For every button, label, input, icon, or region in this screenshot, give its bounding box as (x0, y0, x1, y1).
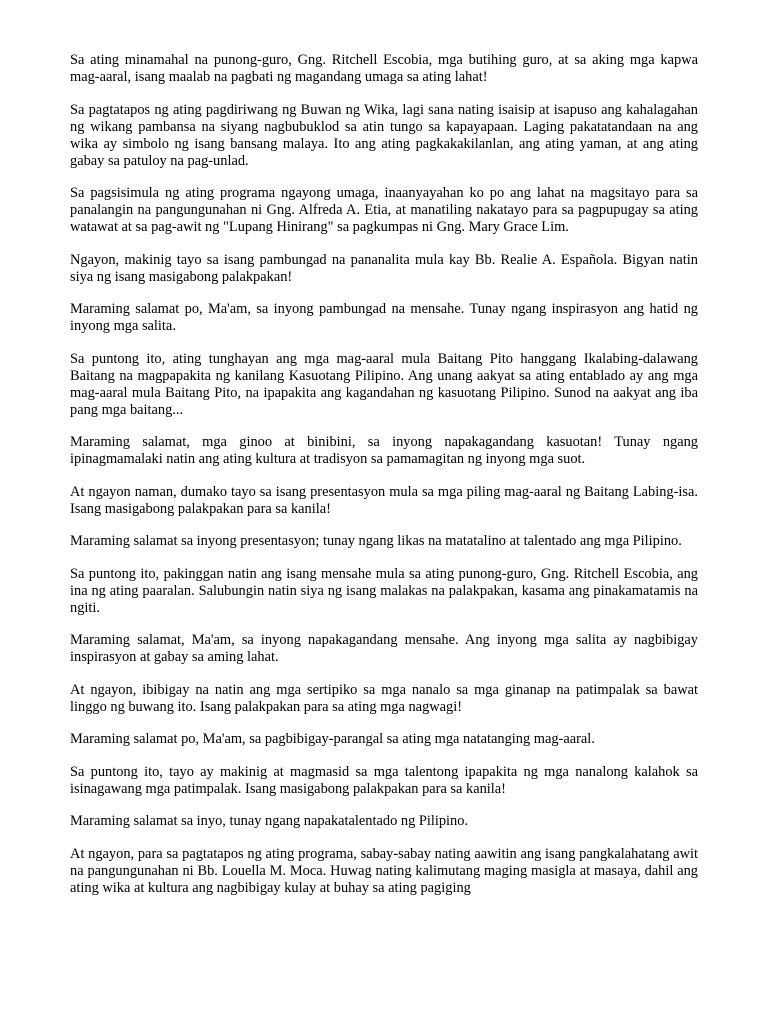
paragraph-presentation-intro: At ngayon naman, dumako tayo sa isang presentasyon mula sa mga piling mag-aaral ng Baitang Labing-isa. Isang masigabong palakpakan para sa kanila! (70, 483, 698, 517)
paragraph-thanks-kasuotan: Maraming salamat, mga ginoo at binibini, sa inyong napakagandang kasuotan! Tunay ngang ipinagmamalaki natin ang ating kultura at tradisyon sa pamamagitan ng inyong mga suot. (70, 434, 698, 467)
paragraph-thanks-talent: Maraming salamat sa inyo, tunay ngang napakatalentado ng Pilipino. (70, 813, 469, 829)
paragraph-opening-prayer: Sa pagsisimula ng ating programa ngayong umaga, inaanyayahan ko po ang lahat na magsitayo para sa panalangin na pangungunahan ni Gng. Alfreda A. Etia, at manatiling nakatayo para sa pagpupugay sa ating watawat at sa pag-awit ng "Lupang Hinirang" sa pagkumpas ni Gng. Mary Grace Lim. (70, 185, 698, 235)
paragraph-greeting: Sa ating minamahal na punong-guro, Gng. Ritchell Escobia, mga butihing guro, at sa aking mga kapwa mag-aaral, isang maalab na pagbati ng magandang umaga sa ating lahat! (70, 52, 698, 85)
paragraph-closing-song: At ngayon, para sa pagtatapos ng ating programa, sabay-sabay nating aawitin ang isang pangkalahatang awit na pangungunahan ni Bb. Louella M. Moca. Huwag nating kalimutang maging masigla at masaya, dahil ang ating wika at kultura ang nagbibigay kulay at buhay sa ating pagiging (70, 845, 698, 896)
paragraph-certificates: At ngayon, ibibigay na natin ang mga sertipiko sa mga nanalo sa mga ginanap na patimpalak sa bawat linggo ng buwang ito. Isang palakpakan para sa ating mga nagwagi! (70, 681, 698, 715)
paragraph-thanks-principal: Maraming salamat, Ma'am, sa inyong napakagandang mensahe. Ang inyong mga salita ay nagbibigay inspirasyon at gabay sa aming lahat. (70, 632, 698, 665)
paragraph-thanks-awards: Maraming salamat po, Ma'am, sa pagbibigay-parangal sa ating mga natatanging mag-aaral. (70, 731, 595, 747)
paragraph-opening-remarks-intro: Ngayon, makinig tayo sa isang pambungad na pananalita mula kay Bb. Realie A. Española. Bigyan natin siya ng isang masigabong palakpakan! (70, 251, 698, 285)
paragraph-buwan-ng-wika: Sa pagtatapos ng ating pagdiriwang ng Buwan ng Wika, lagi sana nating isaisip at isapuso ang kahalagahan ng wikang pambansa na siyang nagbubuklod sa atin tungo sa kapayapaan. Laging pakatatandaan na ang wika ay simbolo ng isang bansang malaya. Ito ang ating pagkakakilanlan, ang ating yaman, at ang ating gabay sa patuloy na pag-unlad. (70, 101, 698, 169)
paragraph-principal-message-intro: Sa puntong ito, pakinggan natin ang isang mensahe mula sa ating punong-guro, Gng. Ritchell Escobia, ang ina ng ating paaralan. Salubungin natin siya ng isang malakas na palakpakan, kasama ang pinakamatamis na ngiti. (70, 565, 698, 616)
paragraph-kasuotang-pilipino: Sa puntong ito, ating tunghayan ang mga mag-aaral mula Baitang Pito hanggang Ikalabing-dalawang Baitang na magpapakita ng kanilang Kasuotang Pilipino. Ang unang aakyat sa ating entablado ay ang mga mag-aaral mula Baitang Pito, na ipapakita ang kagandahan ng kasuotang Pilipino. Sunod na aakyat ang iba pang mga baitang... (70, 350, 698, 418)
paragraph-talent-showcase: Sa puntong ito, tayo ay makinig at magmasid sa mga talentong ipapakita ng mga nanalong kalahok sa isinagawang mga patimpalak. Isang masigabong palakpakan para sa kanila! (70, 763, 698, 797)
paragraph-thanks-opening-remarks: Maraming salamat po, Ma'am, sa inyong pambungad na mensahe. Tunay ngang inspirasyon ang hatid ng inyong mga salita. (70, 301, 698, 334)
paragraph-thanks-presentation: Maraming salamat sa inyong presentasyon; tunay ngang likas na matatalino at talentado ang mga Pilipino. (70, 533, 682, 549)
document-page (70, 52, 698, 912)
